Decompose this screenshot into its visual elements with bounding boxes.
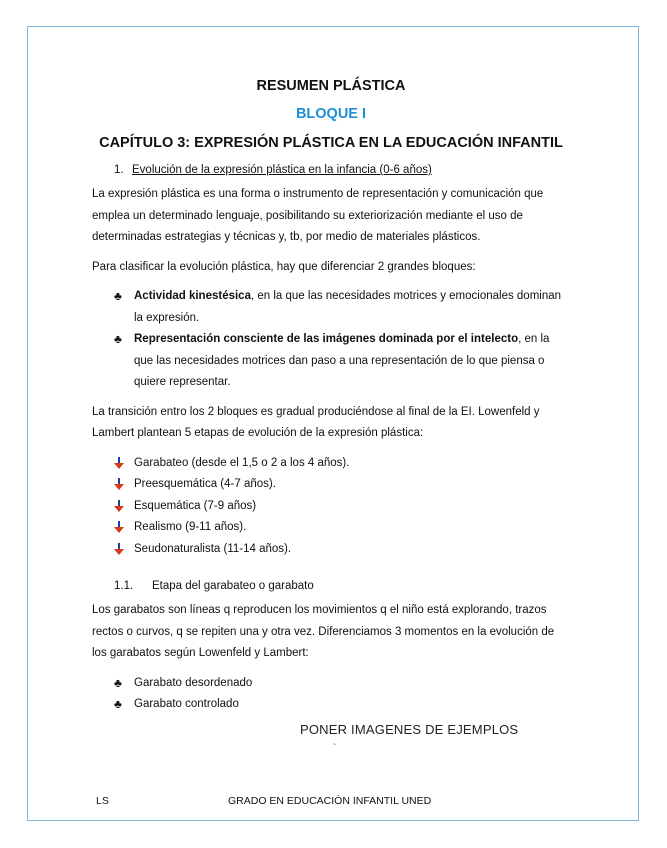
stage-label: Realismo (9-11 años).: [134, 521, 247, 533]
stage-label: Preesquemática (4-7 años).: [134, 478, 276, 490]
section-title: Evolución de la expresión plástica en la infancia (0-6 años): [132, 164, 432, 176]
stages-list: [92, 453, 570, 561]
section-number: 1.: [114, 164, 124, 176]
list-item: [92, 474, 570, 496]
subsection-number: 1.1.: [114, 580, 134, 592]
stage-label: Seudonaturalista (11-14 años).: [134, 542, 292, 555]
arrow-down-icon: [114, 478, 124, 490]
list-item: [92, 329, 570, 394]
footer-initials: LS: [96, 795, 109, 807]
paragraph-definition: La expresión plástica es una forma o instrumento de representación y comunicación que emplea un determinado lenguaje, posibilitando su exteriorización mediante el uso de determinadas estrategias y técnicas y, tb, por medio de materiales plásticos.: [92, 188, 544, 243]
list-item: [92, 286, 570, 329]
footer-course: GRADO EN EDUCACIÓN INFANTIL UNED: [228, 795, 432, 807]
list-item: [92, 496, 570, 518]
block-description: , en la que las necesidades motrices dan paso a una representación de lo que piensa o quiere representar.: [134, 333, 550, 388]
club-bullet-icon: ♣: [114, 675, 122, 690]
blocks-list: [92, 286, 570, 394]
block-term: Actividad kinestésica: [134, 290, 251, 302]
paragraph-classification: Para clasificar la evolución plástica, hay que diferenciar 2 grandes bloques:: [92, 260, 476, 273]
chapter-heading: CAPÍTULO 3: EXPRESIÓN PLÁSTICA EN LA EDUCACIÓN INFANTIL: [99, 135, 563, 151]
stage-label: Garabateo (desde el 1,5 o 2 a los 4 años).: [134, 456, 350, 469]
block-description: , en la que las necesidades motrices y emocionales dominan la expresión.: [134, 290, 562, 324]
document-subtitle: BLOQUE I: [295, 106, 367, 122]
arrow-down-icon: [114, 543, 124, 555]
moments-list: [92, 673, 570, 716]
document-body: [92, 78, 570, 716]
moment-label: Garabato desordenado: [134, 676, 253, 689]
subsection-heading: [92, 580, 570, 592]
stray-mark: `: [333, 743, 337, 754]
list-item: [92, 539, 570, 561]
arrow-down-icon: [114, 500, 124, 512]
list-item: [92, 673, 570, 695]
block-term: Representación consciente de las imágenes dominada por el intelecto: [134, 333, 519, 345]
section-heading: [92, 164, 570, 176]
list-item: [92, 694, 570, 716]
club-bullet-icon: ♣: [114, 332, 122, 346]
moment-label: Garabato controlado: [134, 698, 239, 710]
club-bullet-icon: ♣: [114, 697, 122, 711]
list-item: [92, 517, 570, 539]
paragraph-scribbles: Los garabatos son líneas q reproducen los movimientos q el niño está explorando, trazos rectos o curvos, q se repiten una y otra vez. Diferenciamos 3 momentos en la evolución de los garabatos según Lowenfeld y Lambert:: [92, 604, 555, 659]
document-title: RESUMEN PLÁSTICA: [256, 78, 406, 94]
arrow-down-icon: [114, 521, 124, 533]
examples-note: PONER IMAGENES DE EJEMPLOS: [300, 722, 519, 737]
subsection-title: Etapa del garabateo o garabato: [152, 580, 314, 592]
list-item: [92, 453, 570, 475]
arrow-down-icon: [114, 457, 124, 469]
stage-label: Esquemática (7-9 años): [134, 499, 257, 512]
paragraph-transition: La transición entro los 2 bloques es gradual produciéndose al final de la EI. Lowenfeld y Lambert plantean 5 etapas de evolución de la expresión plástica:: [92, 405, 540, 439]
club-bullet-icon: ♣: [114, 289, 122, 303]
